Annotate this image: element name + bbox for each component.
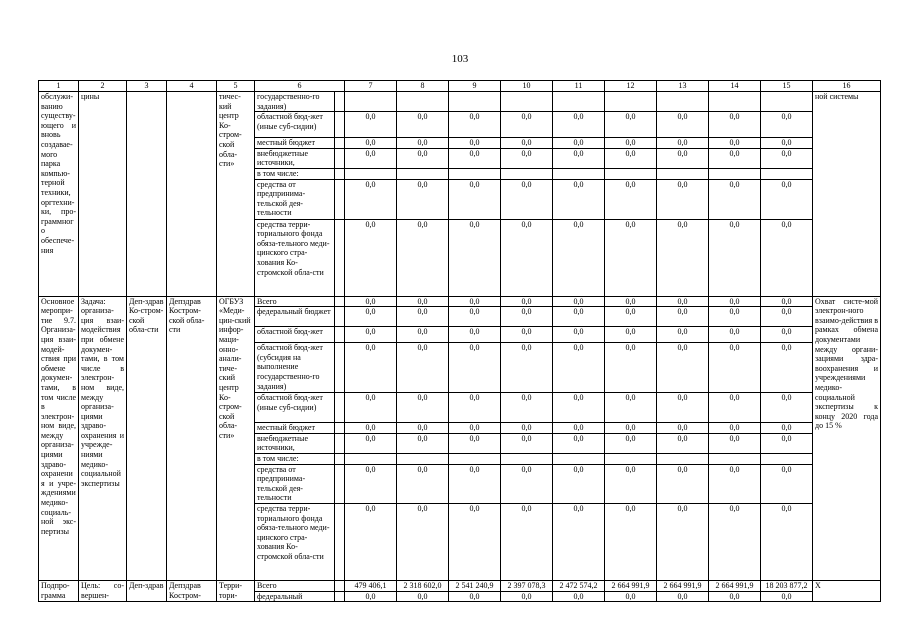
header-cell: 2 bbox=[79, 81, 127, 92]
value-cell: 0,0 bbox=[761, 433, 813, 453]
value-cell: 0,0 bbox=[397, 433, 449, 453]
funding-source-label: в том числе: bbox=[255, 168, 335, 179]
value-cell: 0,0 bbox=[345, 343, 397, 393]
coordinator-cell: Деп-здрав bbox=[127, 580, 167, 601]
value-cell: 0,0 bbox=[501, 464, 553, 503]
measure-name-cell: Подпро-грамма bbox=[39, 580, 79, 601]
funding-source-label: Всего bbox=[255, 580, 335, 591]
header-cell: 9 bbox=[449, 81, 501, 92]
value-cell: 0,0 bbox=[553, 433, 605, 453]
measure-name-cell: Основное меропри-тие 9.7. Организа-ция взаи-модей-ствия при обмене докумен-тами, в том числе в электрон-ном виде, между организа-циями здраво-охранения и учре-ждениями медико-социаль-ной экс-пертизы bbox=[39, 296, 79, 580]
value-cell: 2 541 240,9 bbox=[449, 580, 501, 591]
value-cell: 0,0 bbox=[761, 296, 813, 307]
spacer-cell bbox=[335, 580, 345, 591]
value-cell: 0,0 bbox=[761, 423, 813, 434]
value-cell: 0,0 bbox=[345, 307, 397, 327]
value-cell: 0,0 bbox=[605, 433, 657, 453]
value-cell: 0,0 bbox=[553, 219, 605, 296]
value-cell: 0,0 bbox=[761, 327, 813, 343]
header-cell: 5 bbox=[217, 81, 255, 92]
value-cell: 0,0 bbox=[761, 343, 813, 393]
value-cell: 0,0 bbox=[501, 148, 553, 168]
value-cell: 0,0 bbox=[449, 464, 501, 503]
value-cell: 0,0 bbox=[397, 393, 449, 423]
spacer-cell bbox=[335, 464, 345, 503]
value-cell: 0,0 bbox=[449, 112, 501, 138]
spacer-cell bbox=[335, 168, 345, 179]
header-cell: 1 bbox=[39, 81, 79, 92]
indicator-cell: Х bbox=[813, 580, 881, 601]
value-cell: 0,0 bbox=[345, 327, 397, 343]
goal-task-cell: Цель: со-вершен- bbox=[79, 580, 127, 601]
value-cell: 18 203 877,2 bbox=[761, 580, 813, 591]
value-cell: 0,0 bbox=[553, 327, 605, 343]
value-cell bbox=[553, 453, 605, 464]
funding-source-label: средства терри-ториального фонда обяза-тельного меди-цинского стра-хования Ко-стромской обла-сти bbox=[255, 503, 335, 580]
value-cell: 0,0 bbox=[605, 179, 657, 219]
funding-source-label: Всего bbox=[255, 296, 335, 307]
value-cell: 0,0 bbox=[657, 343, 709, 393]
value-cell: 0,0 bbox=[709, 148, 761, 168]
header-cell: 11 bbox=[553, 81, 605, 92]
value-cell: 0,0 bbox=[553, 393, 605, 423]
value-cell: 0,0 bbox=[709, 503, 761, 580]
value-cell: 0,0 bbox=[345, 503, 397, 580]
value-cell: 0,0 bbox=[709, 307, 761, 327]
value-cell: 0,0 bbox=[553, 423, 605, 434]
value-cell: 0,0 bbox=[345, 423, 397, 434]
funding-source-label: областной бюд-жет (иные суб-сидии) bbox=[255, 112, 335, 138]
value-cell: 0,0 bbox=[449, 138, 501, 149]
value-cell: 0,0 bbox=[501, 307, 553, 327]
value-cell: 0,0 bbox=[761, 591, 813, 602]
value-cell: 0,0 bbox=[709, 423, 761, 434]
value-cell: 2 472 574,2 bbox=[553, 580, 605, 591]
responsible-cell bbox=[167, 92, 217, 297]
value-cell: 0,0 bbox=[345, 296, 397, 307]
coordinator-cell: Деп-здрав Ко-стром-ской обла-сти bbox=[127, 296, 167, 580]
funding-source-label: областной бюд-жет bbox=[255, 327, 335, 343]
header-cell: 14 bbox=[709, 81, 761, 92]
value-cell: 0,0 bbox=[449, 219, 501, 296]
value-cell: 0,0 bbox=[657, 433, 709, 453]
value-cell: 0,0 bbox=[657, 219, 709, 296]
value-cell: 0,0 bbox=[657, 464, 709, 503]
value-cell bbox=[345, 168, 397, 179]
spacer-cell bbox=[335, 423, 345, 434]
page-number: 103 bbox=[451, 53, 469, 65]
value-cell: 0,0 bbox=[709, 433, 761, 453]
goal-task-cell: цины bbox=[79, 92, 127, 297]
value-cell: 0,0 bbox=[345, 138, 397, 149]
value-cell: 0,0 bbox=[449, 343, 501, 393]
value-cell: 0,0 bbox=[709, 179, 761, 219]
value-cell: 2 664 991,9 bbox=[657, 580, 709, 591]
funding-source-label: внебюджетные источники, bbox=[255, 148, 335, 168]
value-cell: 0,0 bbox=[761, 148, 813, 168]
table-row bbox=[39, 580, 881, 591]
budget-table bbox=[38, 80, 881, 602]
header-cell: 4 bbox=[167, 81, 217, 92]
value-cell: 0,0 bbox=[501, 591, 553, 602]
value-cell: 0,0 bbox=[605, 112, 657, 138]
value-cell: 0,0 bbox=[709, 393, 761, 423]
value-cell bbox=[397, 453, 449, 464]
value-cell: 0,0 bbox=[449, 503, 501, 580]
responsible-cell: Депздрав Костром-ской обла-сти bbox=[167, 296, 217, 580]
spacer-cell bbox=[335, 343, 345, 393]
value-cell: 0,0 bbox=[605, 296, 657, 307]
value-cell: 0,0 bbox=[397, 307, 449, 327]
value-cell: 0,0 bbox=[605, 148, 657, 168]
header-cell: 3 bbox=[127, 81, 167, 92]
header-cell: 13 bbox=[657, 81, 709, 92]
value-cell: 0,0 bbox=[605, 591, 657, 602]
value-cell: 0,0 bbox=[501, 433, 553, 453]
funding-source-label: средства терри-ториального фонда обяза-тельного меди-цинского стра-хования Ко-стромской обла-сти bbox=[255, 219, 335, 296]
funding-source-label: федеральный бюджет bbox=[255, 307, 335, 327]
value-cell bbox=[501, 453, 553, 464]
goal-task-cell: Задача: организа-ция взаи-модействия при обмене докумен-тами, в том числе в электрон-ном виде, между организа-циями здраво-охранения и учрежде-ниями медико-социальной экспертизы bbox=[79, 296, 127, 580]
spacer-cell bbox=[335, 433, 345, 453]
value-cell: 0,0 bbox=[657, 148, 709, 168]
value-cell bbox=[397, 168, 449, 179]
value-cell: 0,0 bbox=[397, 503, 449, 580]
value-cell: 0,0 bbox=[449, 148, 501, 168]
value-cell: 0,0 bbox=[657, 112, 709, 138]
value-cell: 0,0 bbox=[657, 393, 709, 423]
value-cell bbox=[761, 453, 813, 464]
executor-cell: Терри-тори- bbox=[217, 580, 255, 601]
funding-source-label: средства от предпринима-тельской дея-тельности bbox=[255, 179, 335, 219]
value-cell: 0,0 bbox=[761, 393, 813, 423]
value-cell: 0,0 bbox=[657, 423, 709, 434]
spacer-cell bbox=[335, 327, 345, 343]
spacer-cell bbox=[335, 148, 345, 168]
value-cell: 0,0 bbox=[345, 591, 397, 602]
value-cell: 0,0 bbox=[761, 179, 813, 219]
value-cell: 0,0 bbox=[709, 591, 761, 602]
value-cell: 0,0 bbox=[605, 219, 657, 296]
value-cell: 0,0 bbox=[501, 343, 553, 393]
value-cell: 0,0 bbox=[449, 327, 501, 343]
value-cell: 0,0 bbox=[345, 148, 397, 168]
spacer-cell bbox=[335, 307, 345, 327]
value-cell: 0,0 bbox=[397, 423, 449, 434]
value-cell: 0,0 bbox=[709, 296, 761, 307]
value-cell: 0,0 bbox=[397, 327, 449, 343]
indicator-cell: ной системы bbox=[813, 92, 881, 297]
funding-source-label: в том числе: bbox=[255, 453, 335, 464]
value-cell: 0,0 bbox=[605, 327, 657, 343]
value-cell: 2 664 991,9 bbox=[605, 580, 657, 591]
spacer-cell bbox=[335, 503, 345, 580]
value-cell: 0,0 bbox=[657, 138, 709, 149]
value-cell: 0,0 bbox=[605, 393, 657, 423]
value-cell: 0,0 bbox=[501, 503, 553, 580]
value-cell bbox=[761, 168, 813, 179]
value-cell bbox=[709, 453, 761, 464]
value-cell: 0,0 bbox=[605, 503, 657, 580]
value-cell bbox=[501, 92, 553, 112]
spacer-cell bbox=[335, 112, 345, 138]
value-cell: 0,0 bbox=[553, 112, 605, 138]
value-cell: 0,0 bbox=[501, 296, 553, 307]
value-cell: 0,0 bbox=[605, 423, 657, 434]
value-cell: 0,0 bbox=[553, 503, 605, 580]
value-cell: 0,0 bbox=[657, 296, 709, 307]
value-cell: 2 664 991,9 bbox=[709, 580, 761, 591]
value-cell: 479 406,1 bbox=[345, 580, 397, 591]
funding-source-label: федеральный bbox=[255, 591, 335, 602]
value-cell: 0,0 bbox=[657, 327, 709, 343]
header-cell: 7 bbox=[345, 81, 397, 92]
value-cell: 0,0 bbox=[397, 179, 449, 219]
value-cell: 0,0 bbox=[709, 219, 761, 296]
value-cell: 0,0 bbox=[553, 179, 605, 219]
value-cell bbox=[709, 92, 761, 112]
value-cell: 0,0 bbox=[501, 138, 553, 149]
value-cell: 0,0 bbox=[397, 591, 449, 602]
value-cell: 0,0 bbox=[553, 307, 605, 327]
value-cell: 0,0 bbox=[657, 503, 709, 580]
value-cell: 0,0 bbox=[449, 307, 501, 327]
value-cell: 0,0 bbox=[605, 464, 657, 503]
value-cell: 0,0 bbox=[397, 138, 449, 149]
value-cell bbox=[345, 453, 397, 464]
spacer-cell bbox=[335, 453, 345, 464]
value-cell: 0,0 bbox=[553, 464, 605, 503]
value-cell: 0,0 bbox=[449, 296, 501, 307]
value-cell: 0,0 bbox=[345, 464, 397, 503]
value-cell: 0,0 bbox=[657, 179, 709, 219]
value-cell: 0,0 bbox=[345, 112, 397, 138]
value-cell: 0,0 bbox=[449, 591, 501, 602]
value-cell bbox=[553, 168, 605, 179]
funding-source-label: областной бюд-жет (иные суб-сидии) bbox=[255, 393, 335, 423]
value-cell: 0,0 bbox=[397, 148, 449, 168]
value-cell: 0,0 bbox=[449, 179, 501, 219]
value-cell: 0,0 bbox=[761, 138, 813, 149]
value-cell: 0,0 bbox=[553, 296, 605, 307]
value-cell: 0,0 bbox=[761, 307, 813, 327]
value-cell: 0,0 bbox=[501, 393, 553, 423]
spacer-cell bbox=[335, 393, 345, 423]
value-cell: 0,0 bbox=[605, 138, 657, 149]
value-cell: 2 397 078,3 bbox=[501, 580, 553, 591]
value-cell: 0,0 bbox=[501, 219, 553, 296]
value-cell: 0,0 bbox=[397, 219, 449, 296]
spacer-cell bbox=[335, 92, 345, 112]
value-cell: 0,0 bbox=[605, 307, 657, 327]
value-cell: 0,0 bbox=[397, 464, 449, 503]
value-cell bbox=[501, 168, 553, 179]
funding-source-label: средства от предпринима-тельской дея-тельности bbox=[255, 464, 335, 503]
value-cell: 0,0 bbox=[605, 343, 657, 393]
spacer-cell bbox=[335, 591, 345, 602]
value-cell: 0,0 bbox=[709, 327, 761, 343]
spacer-cell bbox=[335, 179, 345, 219]
header-row bbox=[39, 81, 881, 92]
value-cell: 0,0 bbox=[709, 343, 761, 393]
value-cell: 0,0 bbox=[345, 219, 397, 296]
value-cell bbox=[657, 92, 709, 112]
header-cell: 6 bbox=[255, 81, 345, 92]
funding-source-label: областной бюд-жет (субсидия на выполнение государственно-го задания) bbox=[255, 343, 335, 393]
value-cell: 0,0 bbox=[761, 112, 813, 138]
value-cell: 0,0 bbox=[449, 393, 501, 423]
spacer-cell bbox=[335, 219, 345, 296]
value-cell bbox=[553, 92, 605, 112]
value-cell: 0,0 bbox=[345, 179, 397, 219]
value-cell: 0,0 bbox=[397, 296, 449, 307]
header-cell: 12 bbox=[605, 81, 657, 92]
value-cell: 0,0 bbox=[501, 327, 553, 343]
value-cell: 0,0 bbox=[657, 591, 709, 602]
funding-source-label: местный бюджет bbox=[255, 423, 335, 434]
value-cell: 0,0 bbox=[501, 423, 553, 434]
header-cell: 10 bbox=[501, 81, 553, 92]
value-cell: 0,0 bbox=[709, 464, 761, 503]
value-cell bbox=[345, 92, 397, 112]
value-cell: 0,0 bbox=[553, 138, 605, 149]
value-cell bbox=[605, 92, 657, 112]
value-cell bbox=[657, 168, 709, 179]
executor-cell: ОГБУЗ «Меди-цин-ский инфор-маци-онно-анали-тиче-ский центр Ко-стром-ской обла-сти» bbox=[217, 296, 255, 580]
value-cell bbox=[761, 92, 813, 112]
value-cell bbox=[449, 92, 501, 112]
header-cell: 15 bbox=[761, 81, 813, 92]
header-cell: 16 bbox=[813, 81, 881, 92]
value-cell bbox=[657, 453, 709, 464]
value-cell: 2 318 602,0 bbox=[397, 580, 449, 591]
value-cell: 0,0 bbox=[657, 307, 709, 327]
value-cell: 0,0 bbox=[709, 138, 761, 149]
value-cell bbox=[449, 168, 501, 179]
value-cell: 0,0 bbox=[345, 433, 397, 453]
value-cell: 0,0 bbox=[345, 393, 397, 423]
coordinator-cell bbox=[127, 92, 167, 297]
value-cell bbox=[605, 453, 657, 464]
funding-source-label: государственно-го задания) bbox=[255, 92, 335, 112]
value-cell bbox=[449, 453, 501, 464]
value-cell: 0,0 bbox=[449, 423, 501, 434]
value-cell: 0,0 bbox=[761, 503, 813, 580]
table-row bbox=[39, 296, 881, 307]
value-cell: 0,0 bbox=[397, 343, 449, 393]
value-cell bbox=[397, 92, 449, 112]
value-cell: 0,0 bbox=[449, 433, 501, 453]
spacer-cell bbox=[335, 296, 345, 307]
value-cell: 0,0 bbox=[397, 112, 449, 138]
spacer-cell bbox=[335, 138, 345, 149]
table-row bbox=[39, 92, 881, 112]
value-cell bbox=[709, 168, 761, 179]
value-cell: 0,0 bbox=[761, 219, 813, 296]
value-cell: 0,0 bbox=[553, 148, 605, 168]
value-cell: 0,0 bbox=[709, 112, 761, 138]
value-cell: 0,0 bbox=[553, 591, 605, 602]
funding-source-label: местный бюджет bbox=[255, 138, 335, 149]
value-cell: 0,0 bbox=[553, 343, 605, 393]
responsible-cell: Депздрав Костром- bbox=[167, 580, 217, 601]
indicator-cell: Охват систе-мой электрон-ного взаимо-действия в рамках обмена документами между органи-зациями здра-воохранения и учреждениями медико-социальной экспертизы к концу 2020 года до 15 % bbox=[813, 296, 881, 580]
value-cell: 0,0 bbox=[501, 179, 553, 219]
measure-name-cell: обслужи-ванию существу-ющего и вновь создавае-мого парка компью-терной техники, оргтехни-ки, про-граммного обеспече-ния bbox=[39, 92, 79, 297]
executor-cell: тичес-кий центр Ко-стром-ской обла-сти» bbox=[217, 92, 255, 297]
value-cell bbox=[605, 168, 657, 179]
value-cell: 0,0 bbox=[501, 112, 553, 138]
header-cell: 8 bbox=[397, 81, 449, 92]
value-cell: 0,0 bbox=[761, 464, 813, 503]
funding-source-label: внебюджетные источники, bbox=[255, 433, 335, 453]
